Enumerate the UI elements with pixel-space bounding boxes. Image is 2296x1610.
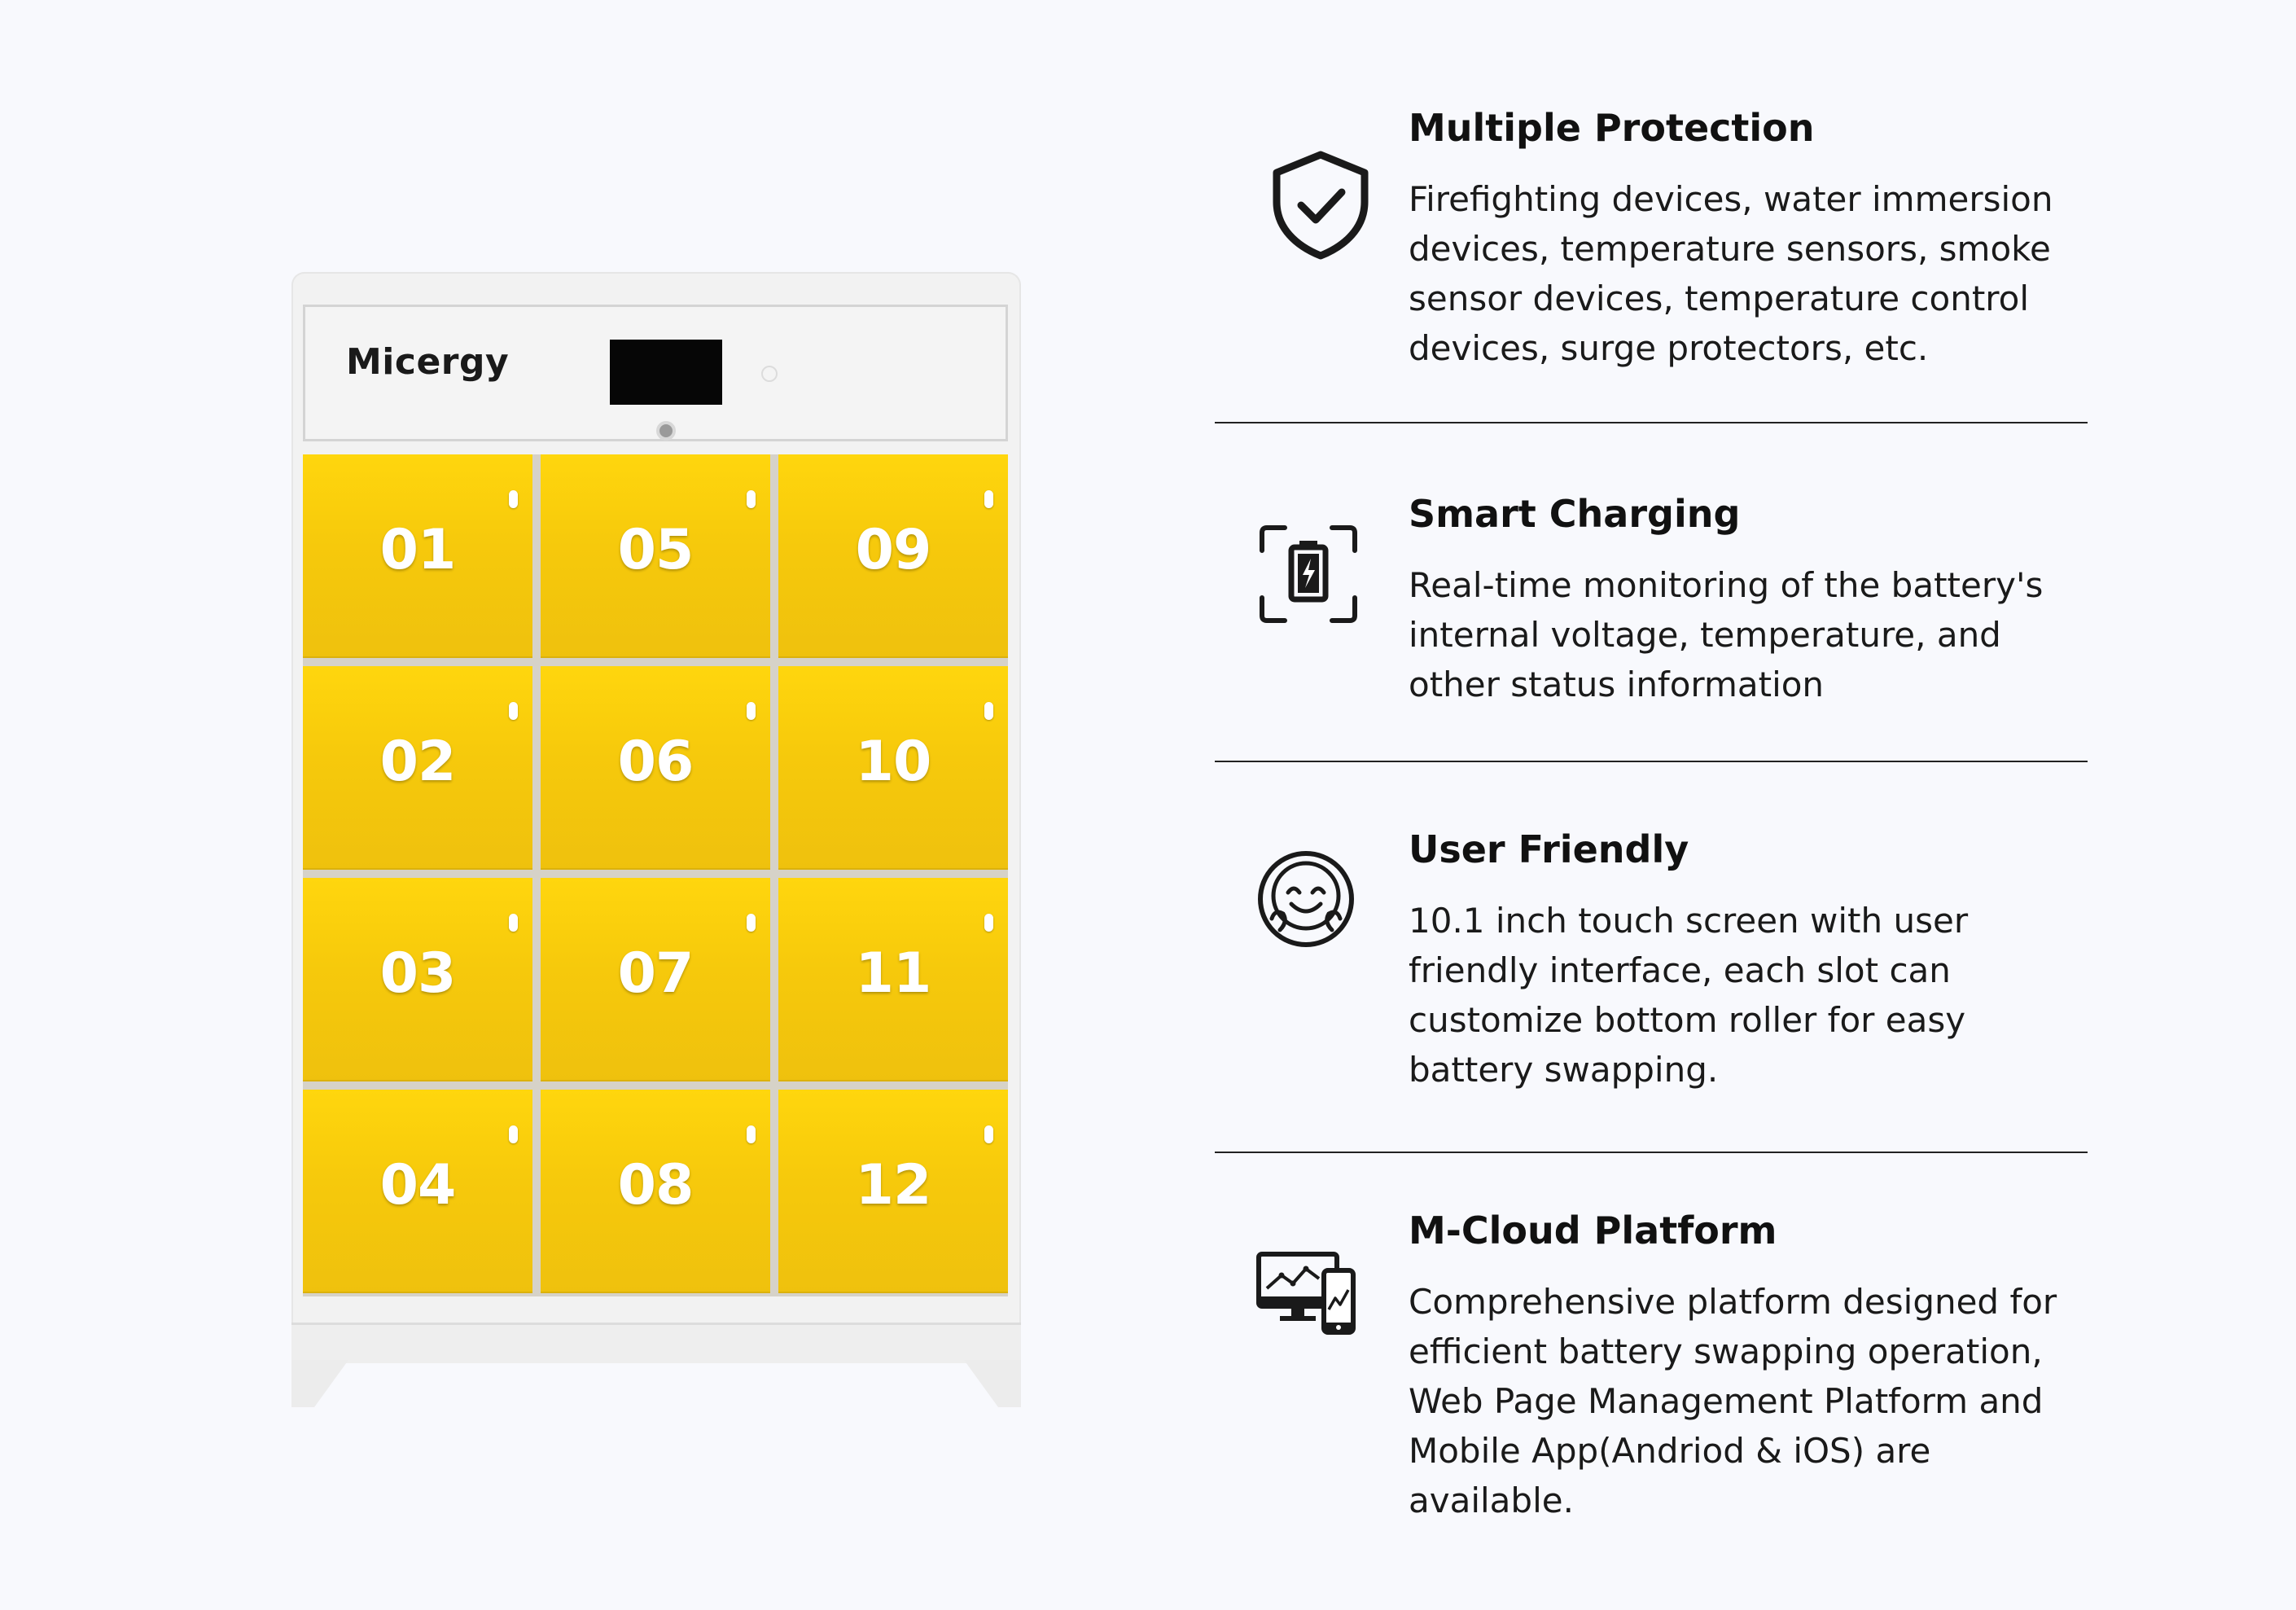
- slot-number: 09: [855, 518, 931, 582]
- divider: [1215, 422, 2088, 423]
- slot-indicator-led: [747, 914, 756, 932]
- feature-title: User Friendly: [1409, 827, 1689, 871]
- battery-slot: [303, 878, 532, 1081]
- slot-indicator-led: [509, 490, 518, 508]
- feature-multiple-protection: [1215, 106, 2088, 383]
- divider: [1215, 761, 2088, 762]
- divider: [1215, 1152, 2088, 1153]
- feature-description: Real-time monitoring of the battery's internal voltage, temperature, and other status information: [1409, 565, 2044, 704]
- battery-slot: [541, 1090, 770, 1293]
- feature-user-friendly: [1215, 827, 2088, 1104]
- battery-slot: [541, 878, 770, 1081]
- slot-indicator-led: [747, 1125, 756, 1143]
- slot-indicator-led: [509, 702, 518, 720]
- battery-charging-icon: [1255, 521, 1361, 627]
- slot-indicator-led: [747, 490, 756, 508]
- smiley-face-icon: [1255, 849, 1356, 950]
- feature-smart-charging: [1215, 492, 2088, 728]
- feature-title: Multiple Protection: [1409, 106, 1815, 150]
- slot-number: 11: [855, 941, 931, 1006]
- cabinet-header-panel: [303, 305, 1008, 441]
- slot-grid: [303, 454, 1008, 1296]
- battery-swap-cabinet: [291, 272, 1021, 1407]
- slot-number: 03: [379, 941, 456, 1006]
- cabinet-foot-left: [291, 1360, 348, 1407]
- slot-indicator-led: [984, 702, 993, 720]
- battery-slot: [303, 1090, 532, 1293]
- brand-logo: Micergy: [346, 341, 510, 383]
- slot-number: 04: [379, 1153, 456, 1217]
- battery-slot: [303, 666, 532, 870]
- battery-slot: [541, 666, 770, 870]
- slot-indicator-led: [984, 1125, 993, 1143]
- feature-description: Firefighting devices, water immersion devices, temperature sensors, smoke sensor devices, temperature control devices, surge protectors, etc.: [1409, 179, 2053, 368]
- feature-description: 10.1 inch touch screen with user friendly interface, each slot can customize bottom roller for easy battery swapping.: [1409, 901, 1969, 1090]
- shield-check-icon: [1264, 148, 1378, 262]
- battery-slot: [778, 1090, 1008, 1293]
- slot-number: 05: [617, 518, 694, 582]
- battery-slot: [541, 454, 770, 658]
- slot-indicator-led: [509, 914, 518, 932]
- slot-indicator-led: [984, 490, 993, 508]
- desktop-mobile-chart-icon: [1255, 1251, 1358, 1336]
- slot-indicator-led: [984, 914, 993, 932]
- slot-number: 10: [855, 730, 931, 794]
- feature-description: Comprehensive platform designed for efficient battery swapping operation, Web Page Management Platform and Mobile App(Andriod & iOS) are available.: [1409, 1282, 2057, 1520]
- cabinet-base: [291, 1323, 1021, 1363]
- feature-m-cloud-platform: [1215, 1209, 2088, 1534]
- cabinet-foot-right: [964, 1360, 1021, 1407]
- camera-sensor: [761, 366, 778, 382]
- slot-number: 01: [379, 518, 456, 582]
- feature-title: M-Cloud Platform: [1409, 1209, 1777, 1252]
- feature-title: Smart Charging: [1409, 492, 1741, 536]
- battery-slot: [778, 454, 1008, 658]
- slot-indicator-led: [509, 1125, 518, 1143]
- slot-indicator-led: [747, 702, 756, 720]
- slot-number: 08: [617, 1153, 694, 1217]
- slot-number: 06: [617, 730, 694, 794]
- key-lock: [656, 421, 676, 441]
- slot-number: 07: [617, 941, 694, 1006]
- slot-number: 02: [379, 730, 456, 794]
- battery-slot: [778, 666, 1008, 870]
- battery-slot: [303, 454, 532, 658]
- slot-number: 12: [855, 1153, 931, 1217]
- battery-slot: [778, 878, 1008, 1081]
- display-screen: [610, 340, 722, 405]
